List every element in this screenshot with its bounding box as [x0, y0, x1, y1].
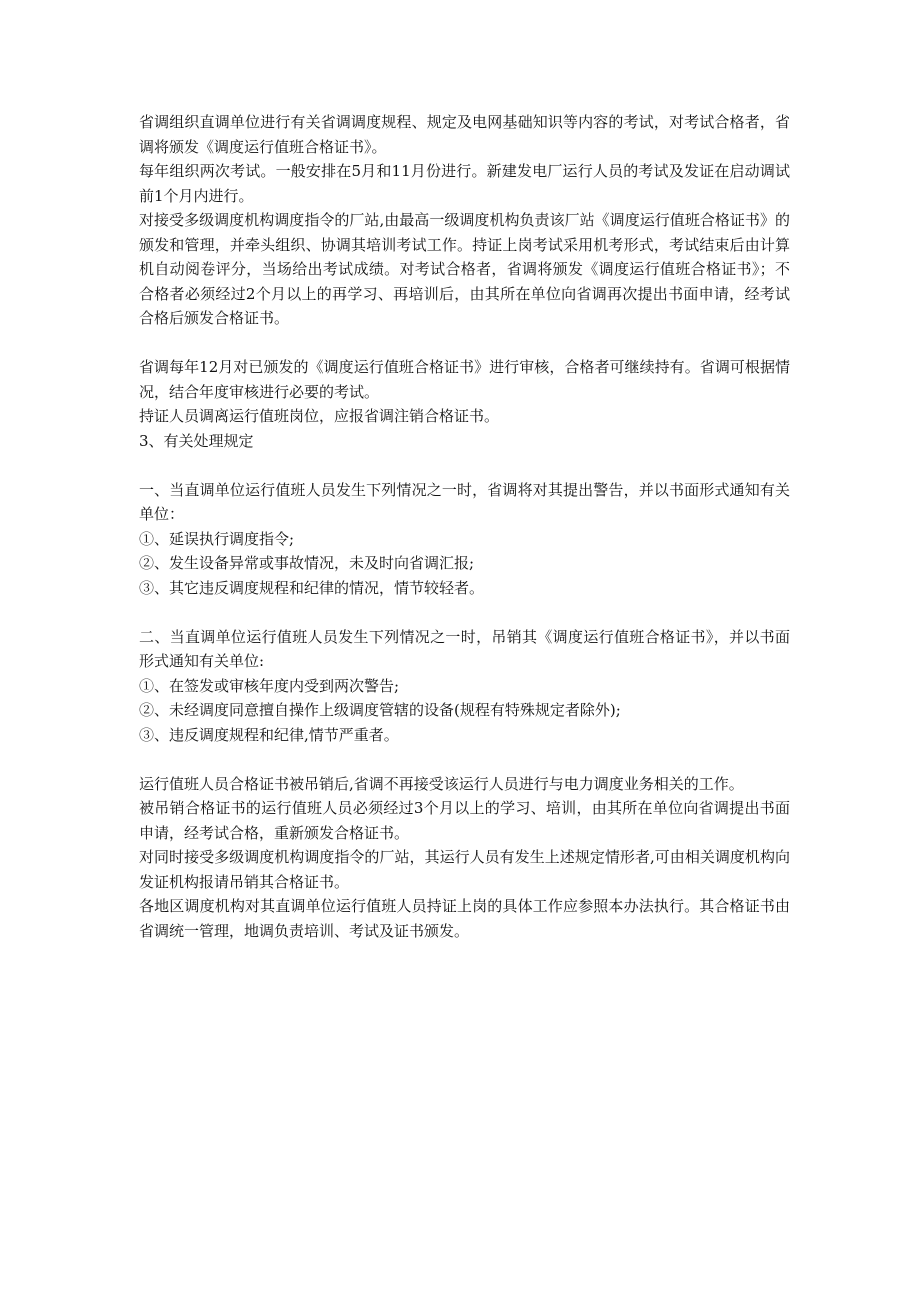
- paragraph-gap: [139, 747, 790, 772]
- paragraph-gap: [139, 453, 790, 478]
- paragraph-gap: [139, 600, 790, 625]
- paragraph-regional-agencies: 各地区调度机构对其直调单位运行值班人员持证上岗的具体工作应参照本办法执行。其合格证书由省调统一管理，地调负责培训、考试及证书颁发。: [139, 897, 790, 940]
- paragraph-annual-review: 省调每年12月对已颁发的《调度运行值班合格证书》进行审核，合格者可继续持有。省调可根据情况，结合年度审核进行必要的考试。: [139, 358, 790, 401]
- paragraph-reissue: 被吊销合格证书的运行值班人员必须经过3个月以上的学习、培训，由其所在单位向省调提出书面申请，经考试合格，重新颁发合格证书。: [139, 799, 790, 842]
- paragraph-revocation-conditions: 二、当直调单位运行值班人员发生下列情况之一时，吊销其《调度运行值班合格证书》，并以书面形式通知有关单位:: [139, 627, 790, 670]
- list-item: ③、其它违反调度规程和纪律的情况，情节较轻者。: [139, 578, 485, 597]
- paragraph-exam-schedule: 每年组织两次考试。一般安排在5月和11月份进行。新建发电厂运行人员的考试及发证在启动调试前1个月内进行。: [139, 162, 790, 205]
- paragraph-exam-organization: 省调组织直调单位进行有关省调调度规程、规定及电网基础知识等内容的考试，对考试合格者，省调将颁发《调度运行值班合格证书》。: [139, 113, 790, 156]
- list-item: ①、延误执行调度指令;: [139, 529, 295, 548]
- document-body: [139, 110, 790, 943]
- list-item: ①、在签发或审核年度内受到两次警告;: [139, 676, 400, 695]
- paragraph-gap: [139, 331, 790, 356]
- paragraph-after-revocation: 运行值班人员合格证书被吊销后,省调不再接受该运行人员进行与电力调度业务相关的工作。: [139, 774, 744, 793]
- paragraph-multi-level-revocation: 对同时接受多级调度机构调度指令的厂站，其运行人员有发生上述规定情形者,可由相关调度机构向发证机构报请吊销其合格证书。: [139, 848, 790, 891]
- list-item: ③、违反调度规程和纪律,情节严重者。: [139, 725, 399, 744]
- section-heading-handling-rules: 3、有关处理规定: [139, 431, 254, 450]
- list-item: ②、未经调度同意擅自操作上级调度管辖的设备(规程有特殊规定者除外);: [139, 701, 621, 719]
- paragraph-certificate-cancellation: 持证人员调离运行值班岗位，应报省调注销合格证书。: [139, 407, 500, 425]
- list-item: ②、发生设备异常或事故情况，未及时向省调汇报;: [139, 554, 475, 572]
- paragraph-multi-level-stations: 对接受多级调度机构调度指令的厂站,由最高一级调度机构负责该厂站《调度运行值班合格证书》的颁发和管理，并牵头组织、协调其培训考试工作。持证上岗考试采用机考形式，考试结束后由计算机自动阅卷评分，当场给出考试成绩。对考试合格者，省调将颁发《调度运行值班合格证书》；不合格者必须经过2个月以上的再学习、再培训后，由其所在单位向省调再次提出书面申请，经考试合格后颁发合格证书。: [139, 211, 790, 327]
- paragraph-warning-conditions: 一、当直调单位运行值班人员发生下列情况之一时，省调将对其提出警告，并以书面形式通知有关单位：: [139, 480, 790, 523]
